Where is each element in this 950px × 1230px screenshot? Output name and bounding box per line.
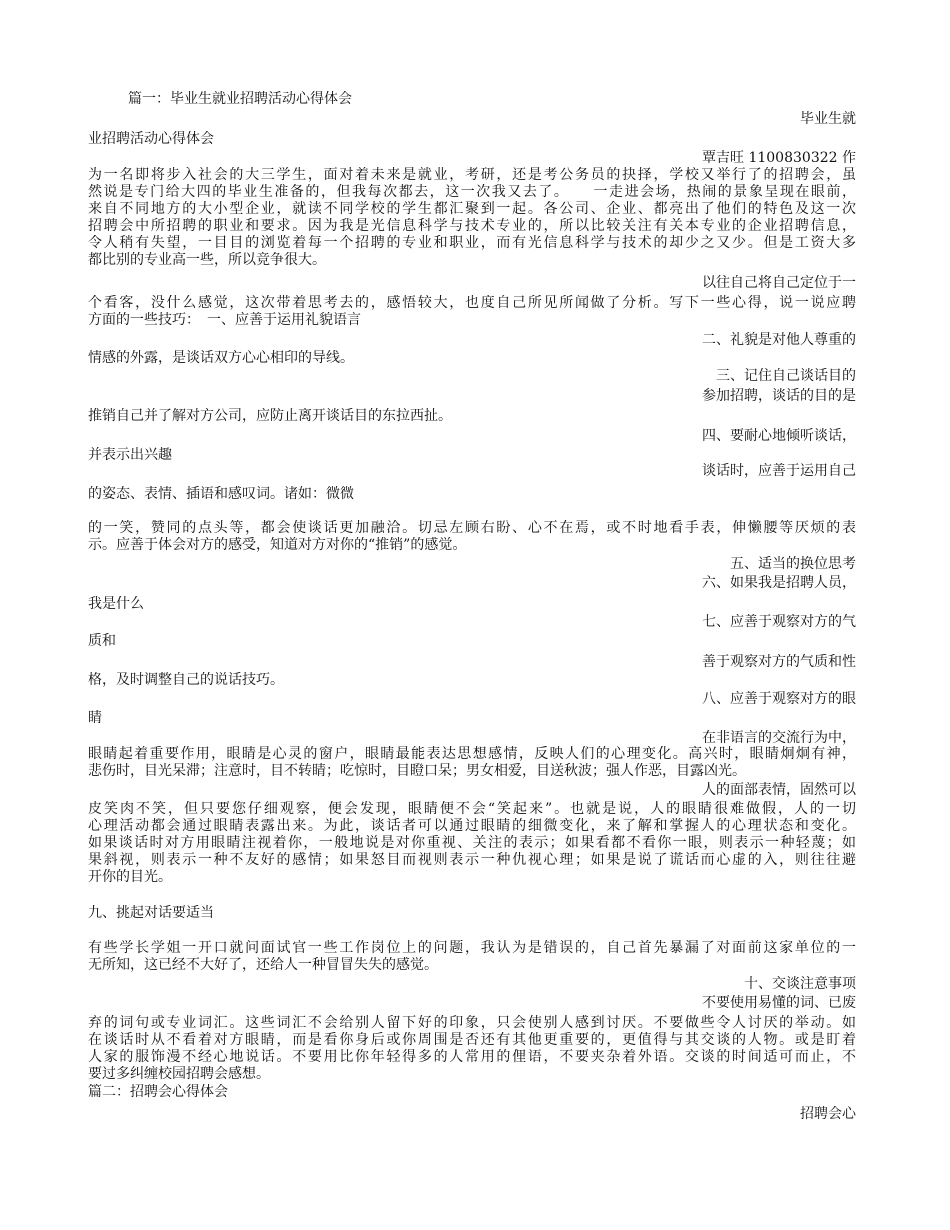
text-line: 个看客，没什么感觉，这次带着思考去的，感悟较大，也度自己所见所闻做了分析。写下一些心得，说一说应聘 <box>88 295 856 311</box>
text-line: 推销自己并了解对方公司，应防止离开谈话目的东拉西扯。 <box>88 408 452 424</box>
text-line: 悲伤时，目光呆滞；注意时，目不转睛；吃惊时，目瞪口呆；男女相爱，目送秋波；强人作恶，目露凶光。 <box>88 763 746 779</box>
text-line: 弃的词句或专业词汇。这些词汇不会给别人留下好的印象，只会使别人感到讨厌。不要做些令人讨厌的举动。如 <box>88 1015 856 1031</box>
author-line: 覃吉旺 1100830322 作 <box>702 150 856 166</box>
section-heading: 七、应善于观察对方的气 <box>702 614 856 630</box>
section-heading: 九、挑起对话要适当 <box>88 905 214 921</box>
text-line: 眼睛起着重要作用，眼睛是心灵的窗户，眼睛最能表达思想感情，反映人们的心理变化。高兴时，眼睛炯炯有神， <box>88 746 856 762</box>
text-line: 要过多纠缠校园招聘会感想。 <box>88 1066 270 1082</box>
text-line: 的姿态、表情、插语和感叹词。诸如：微微 <box>88 486 354 502</box>
text-line: 有些学长学姐一开口就问面试官一些工作岗位上的问题，我认为是错误的，自己首先暴漏了对面前这家单位的一 <box>88 940 856 956</box>
text-line: 无所知，这已经不大好了，还给人一种冒冒失失的感觉。 <box>88 957 438 973</box>
text-line: 都比别的专业高一些，所以竞争很大。 <box>88 252 326 268</box>
text-line: 然说是专门给大四的毕业生准备的，但我每次都去，这一次我又去了。 一走进会场，热闹的景象呈现在眼前， <box>88 184 856 200</box>
text-line: 果斜视，则表示一种不友好的感情；如果怒目而视则表示一种仇视心理；如果是说了谎话而心虚的入，则往往避 <box>88 852 856 868</box>
text-line: 不要使用易懂的词、已废 <box>702 995 856 1011</box>
text-line: 招聘会心 <box>800 1106 856 1122</box>
text-line: 心理活动都会通过眼睛表露出来。为此，谈话者可以通过眼睛的细微变化，来了解和掌握人的心理状态和变化。 <box>88 818 856 834</box>
text-line: 在非语言的交流行为中， <box>702 730 856 746</box>
text-line: 的一笑，赞同的点头等，都会使谈话更加融洽。切忌左顾右盼、心不在焉，或不时地看手表，伸懒腰等厌烦的表 <box>88 520 856 536</box>
text-line: 人家的服饰漫不经心地说话。不要用比你年轻得多的人常用的俚语，不要夹杂着外语。交谈的时间适可而止，不 <box>88 1049 856 1065</box>
text-line: 质和 <box>88 633 116 649</box>
text-line: 并表示出兴趣 <box>88 447 172 463</box>
section-heading: 六、如果我是招聘人员， <box>702 575 856 591</box>
text-line: 睛 <box>88 710 102 726</box>
text-line: 情感的外露，是谈话双方心心相印的导线。 <box>88 350 354 366</box>
section-heading: 十、交谈注意事项 <box>744 976 856 992</box>
section-heading: 五、适当的换位思考 <box>730 556 856 572</box>
text-line: 招聘会中所招聘的职业和要求。因为我是光信息科学与技术专业的，所以比较关注有关本专业的企业招聘信息， <box>88 218 856 234</box>
text-line: 格，及时调整自己的说话技巧。 <box>88 672 284 688</box>
text-line: 如果谈话时对方用眼睛注视着你，一般地说是对你重视、关注的表示；如果看都不看你一眼，则表示一种轻蔑；如 <box>88 835 856 851</box>
text-line: 谈话时，应善于运用自己 <box>702 463 856 479</box>
article-two-title: 篇二：招聘会心得体会 <box>88 1084 228 1100</box>
section-heading: 二、礼貌是对他人尊重的 <box>702 332 856 348</box>
text-line: 来自不同地方的大小型企业，就读不同学校的学生都汇聚到一起。各公司、企业、都亮出了他们的特色及这一次 <box>88 201 856 217</box>
text-line: 以往自己将自己定位于一 <box>702 275 856 291</box>
text-line: 令人稍有失望，一目目的浏览着每一个招聘的专业和职业，而有光信息科学与技术的却少之又少。但是工资大多 <box>88 235 856 251</box>
text-line: 为一名即将步入社会的大三学生，面对着未来是就业，考研，还是考公务员的抉择，学校又举行了的招聘会，虽 <box>88 167 856 183</box>
text-line: 毕业生就 <box>800 111 856 127</box>
article-one-title: 篇一：毕业生就业招聘活动心得体会 <box>128 91 352 107</box>
text-line: 善于观察对方的气质和性 <box>702 654 856 670</box>
section-heading: 方面的一些技巧： 一、应善于运用礼貌语言 <box>88 312 361 328</box>
section-heading: 八、应善于观察对方的眼 <box>702 691 856 707</box>
text-line: 人的面部表情，固然可以 <box>702 782 856 798</box>
text-line: 皮笑肉不笑，但只要您仔细观察，便会发现，眼睛便不会“笑起来”。也就是说，人的眼睛很难做假，人的一切 <box>88 801 856 817</box>
text-line: 参加招聘，谈话的目的是 <box>702 388 856 404</box>
text-line: 示。应善于体会对方的感受，知道对方对你的“推销”的感觉。 <box>88 537 467 553</box>
text-line: 在谈话时从不看着对方眼睛，而是看你身后或你周围是否还有其他更重要的，更值得与其交谈的人物。或是盯着 <box>88 1032 856 1048</box>
section-heading: 三、记住自己谈话目的 <box>716 368 856 384</box>
text-line: 开你的目光。 <box>88 869 172 885</box>
text-line: 业招聘活动心得体会 <box>88 131 214 147</box>
text-line: 我是什么 <box>88 596 144 612</box>
section-heading: 四、要耐心地倾听谈话， <box>702 428 856 444</box>
